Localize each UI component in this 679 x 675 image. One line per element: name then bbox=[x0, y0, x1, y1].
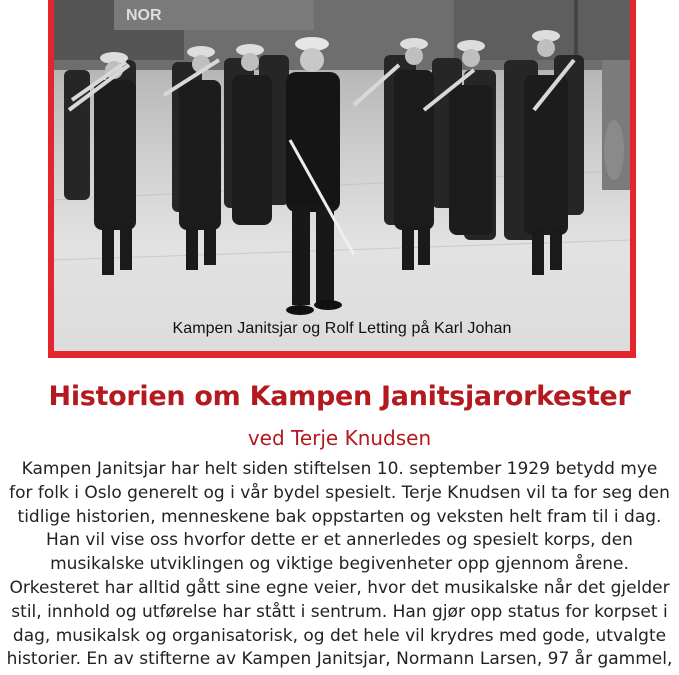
body-line: for folk i Oslo generelt og i vår bydel spesielt. Terje Knudsen vil ta for seg den bbox=[9, 482, 670, 503]
photo-caption: Kampen Janitsjar og Rolf Letting på Karl Johan bbox=[172, 320, 512, 337]
body-line: Orkesteret har alltid gått sine egne veier, hvor det musikalske når det gjelder bbox=[9, 577, 670, 598]
band-photo bbox=[54, 0, 630, 351]
body-line: Han vil vise oss hvorfor dette er et annerledes og spesielt korps, den bbox=[46, 530, 633, 551]
photo-frame bbox=[48, 0, 636, 358]
body-text bbox=[4, 458, 675, 672]
conductor-figure bbox=[286, 37, 354, 315]
band-photo-illustration bbox=[54, 0, 630, 351]
body-line: musikalske utviklingen og viktige begivenheter opp gjennom årene. bbox=[50, 554, 629, 575]
shop-sign: NOR bbox=[126, 7, 162, 24]
body-line: tidlige historien, menneskene bak oppstarten og veksten helt fram til i dag. bbox=[17, 506, 662, 527]
page-title: Historien om Kampen Janitsjarorkester bbox=[48, 381, 631, 412]
page-subtitle: ved Terje Knudsen bbox=[247, 426, 432, 450]
body-line: dag, musikalsk og organisatorisk, og det hele vil krydres med gode, utvalgte bbox=[12, 625, 667, 646]
body-line: historier. En av stifterne av Kampen Janitsjar, Normann Larsen, 97 år gammel, bbox=[6, 649, 673, 670]
body-line: stil, innhold og utførelse har stått i sentrum. Han gjør opp status for korpset i bbox=[11, 601, 668, 622]
body-line: Kampen Janitsjar har helt siden stiftelsen 10. september 1929 betydd mye bbox=[21, 459, 658, 479]
